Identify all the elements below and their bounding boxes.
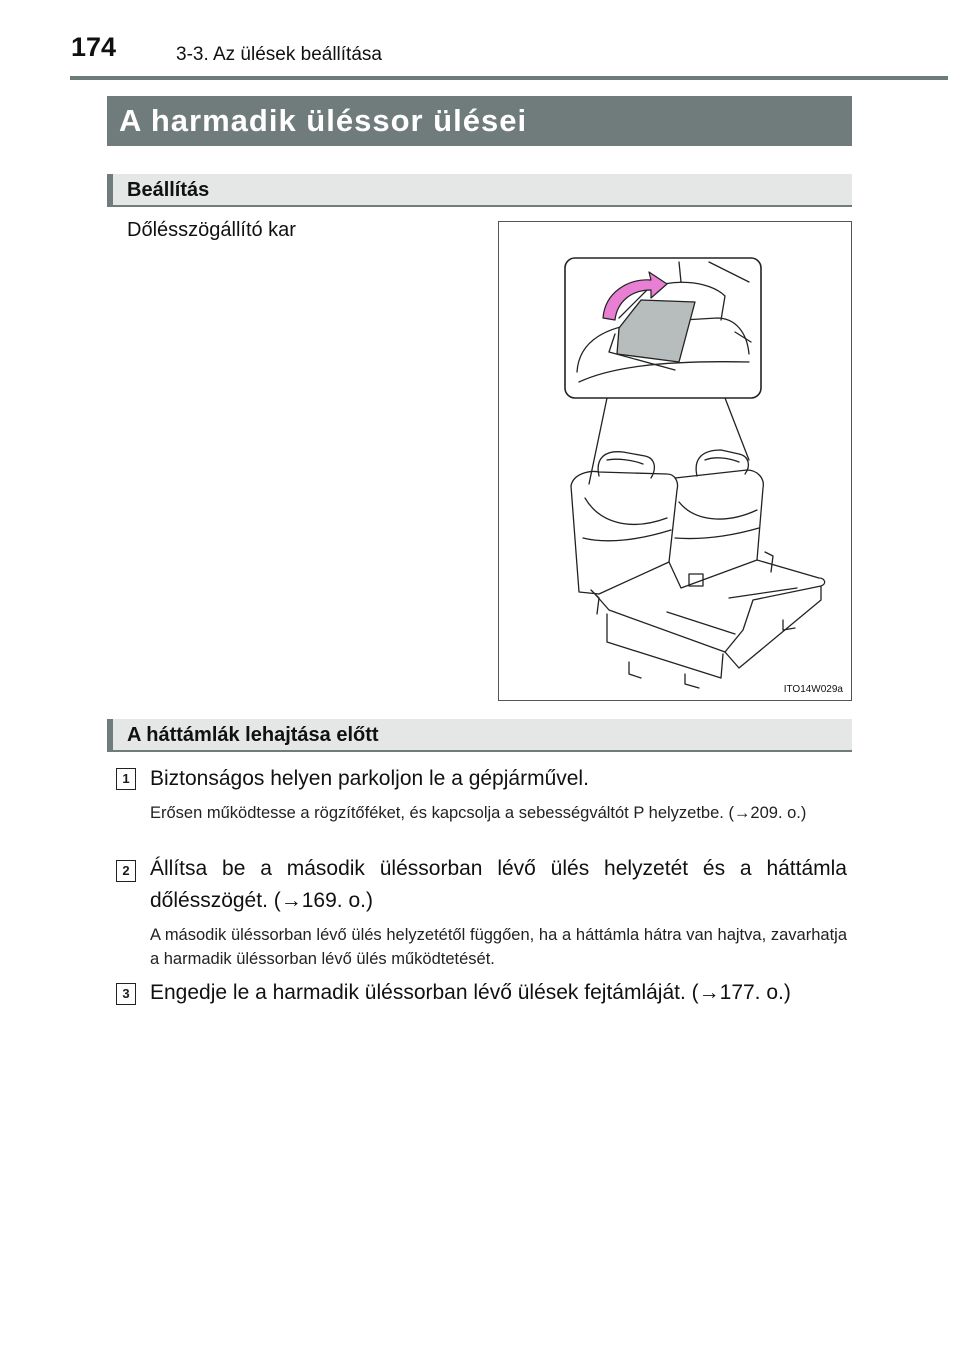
page-number: 174 xyxy=(71,32,117,62)
step-text: Állítsa be a második üléssorban lévő ülés helyzetét és a háttámla dőlésszögét. (→169. o.) xyxy=(150,857,847,912)
figure-code: ITO14W029a xyxy=(783,684,843,695)
step-number: 3 xyxy=(116,983,136,1005)
section-path: 3-3. Az ülések beállítása xyxy=(176,44,382,65)
step-number: 1 xyxy=(116,768,136,790)
section-heading-fold-label: A háttámlák lehajtása előtt xyxy=(127,724,379,746)
figure-caption: Dőlésszögállító kar xyxy=(127,219,296,241)
step-note: Erősen működtesse a rögzítőféket, és kapcsolja a sebességváltót P helyzetbe. (→209. o.) xyxy=(150,804,807,822)
section-heading-fold xyxy=(107,719,852,752)
step-number: 2 xyxy=(116,860,136,882)
step-text: Biztonságos helyen parkoljon le a gépjárművel. xyxy=(150,767,589,790)
header-rule xyxy=(70,76,948,80)
section-heading-adjust xyxy=(107,174,852,207)
step-note: A második üléssorban lévő ülés helyzetétől függően, ha a háttámla hátra van hajtva, zavarhatja a harmadik üléssorban lévő ülés működtetését. xyxy=(150,926,847,968)
step-text: Engedje le a harmadik üléssorban lévő ülések fejtámláját. (→177. o.) xyxy=(150,981,791,1004)
page-title-bar xyxy=(107,96,852,146)
page-title: A harmadik üléssor ülései xyxy=(119,103,528,138)
seat-illustration xyxy=(498,221,852,701)
section-heading-adjust-label: Beállítás xyxy=(127,179,210,201)
